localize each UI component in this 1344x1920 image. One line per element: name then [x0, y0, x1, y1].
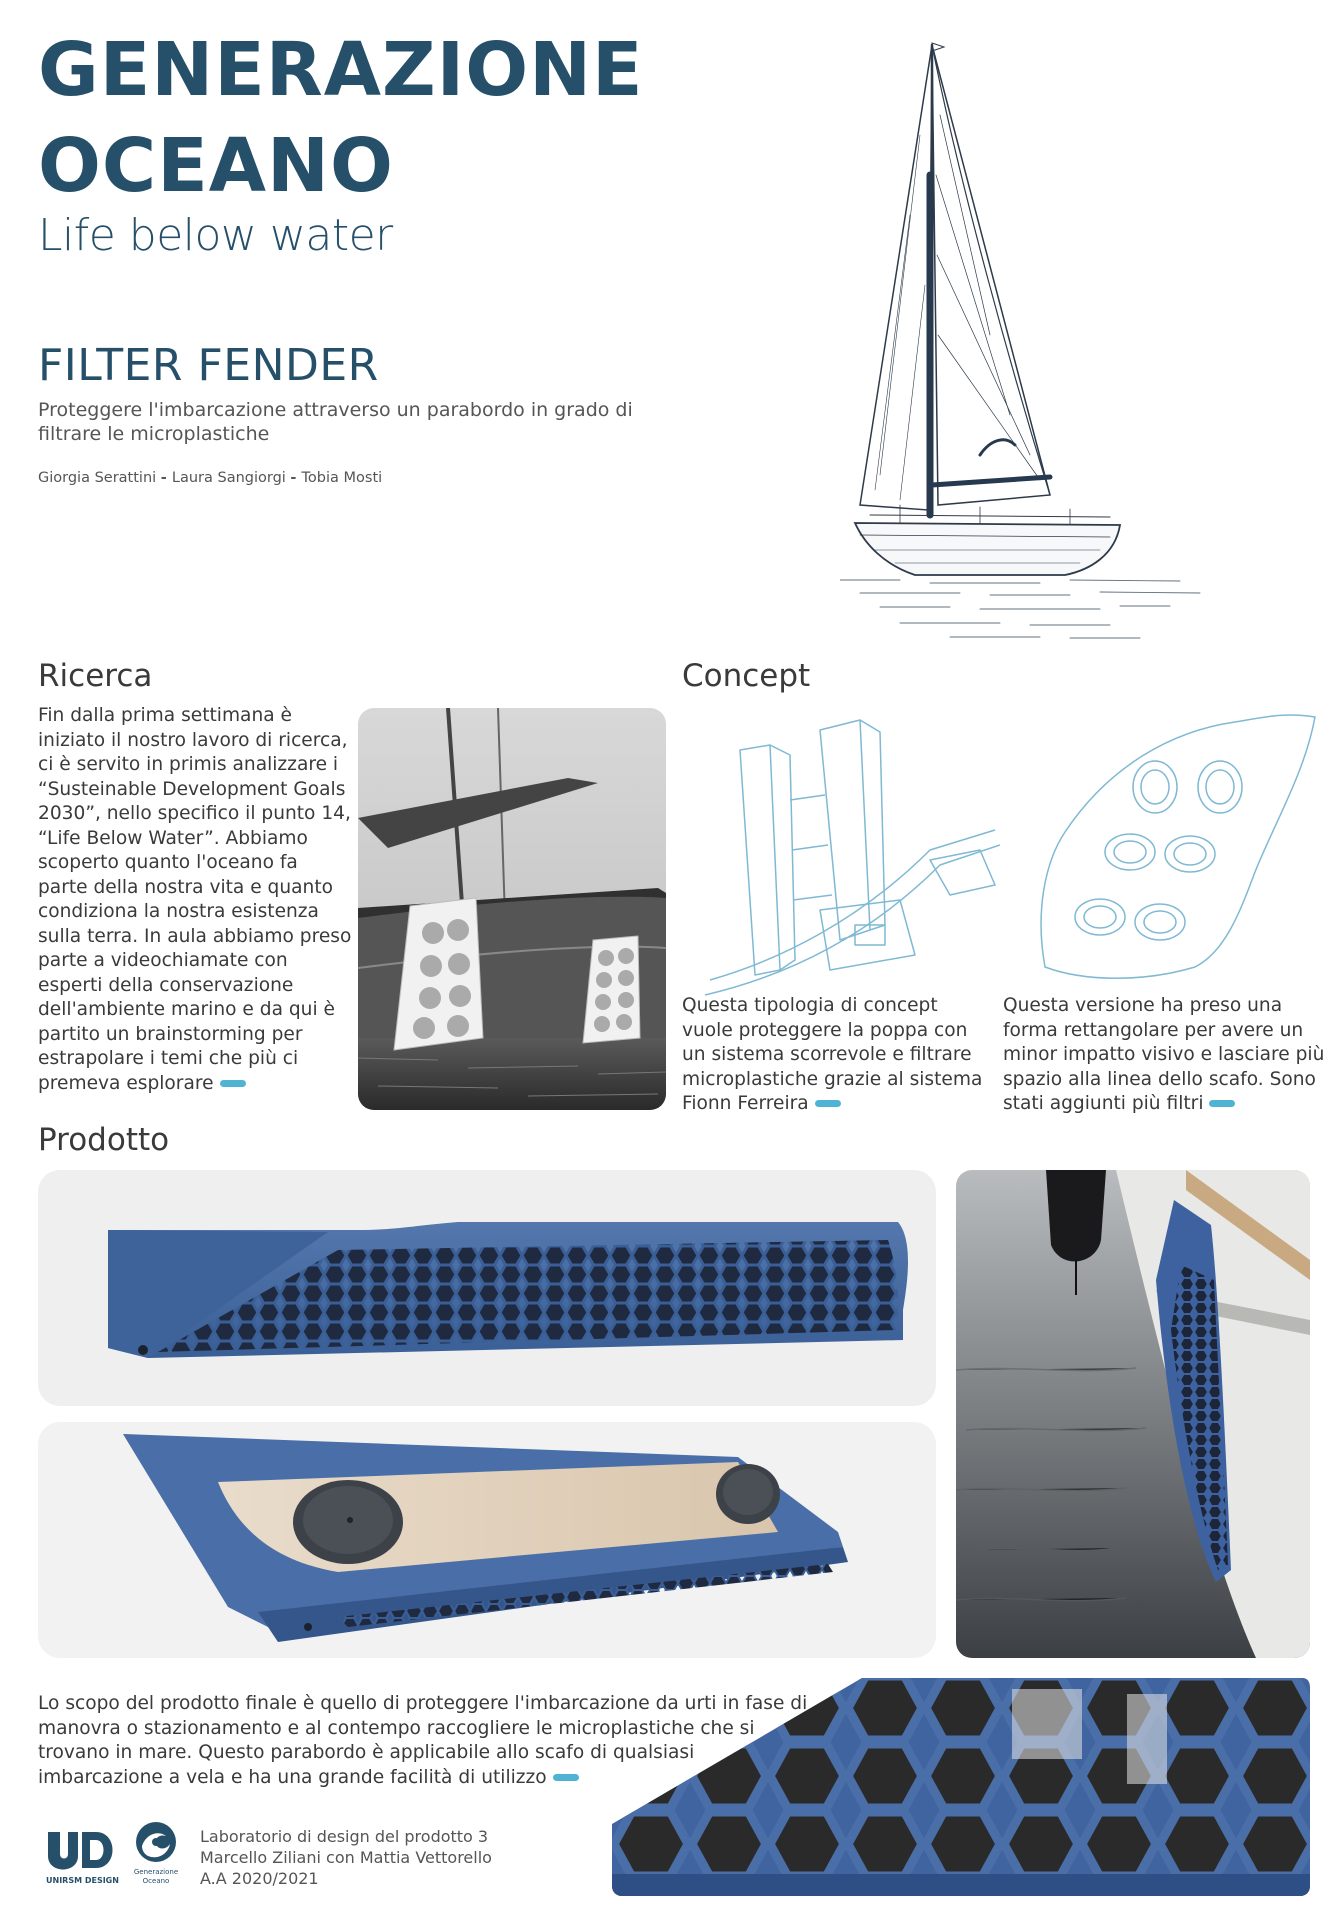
unirsm-design-logo — [46, 1830, 119, 1886]
wave-logo-mark — [134, 1820, 178, 1864]
prodotto-text-body: Lo scopo del prodotto finale è quello di proteggere l'imbarcazione da urti in fase di manovra o stazionamento e al contempo raccogliere le microplastiche che si trovano in mare. Questo parabordo è applicabile allo scafo di qualsiasi imbarcazione a vela e ha una grande facilità di utilizzo — [38, 1693, 808, 1788]
product-render-top — [38, 1422, 936, 1658]
concept-text-left — [682, 994, 987, 1117]
concept-text-right — [1003, 994, 1328, 1117]
concept-text-left-body: Questa tipologia di concept vuole proteggere la poppa con un sistema scorrevole e filtrare microplastiche grazie al sistema Fionn Ferreira — [682, 995, 983, 1114]
concept-text-right-body: Questa versione ha preso una forma rettangolare per avere un minor impatto visivo e lasciare più spazio alla linea dello scafo. Sono stati aggiunti più filtri — [1003, 995, 1325, 1114]
poster-title — [38, 22, 678, 214]
dash-accent — [220, 1080, 246, 1087]
go-logo-label-1: Generazione — [133, 1868, 179, 1876]
author-3: Tobia Mosti — [301, 470, 383, 486]
go-logo-label-2: Oceano — [142, 1877, 170, 1885]
title-line-2: OCEANO — [38, 123, 394, 209]
generazione-oceano-logo — [128, 1820, 184, 1896]
product-render-side — [38, 1170, 936, 1406]
title-line-1: GENERAZIONE — [38, 27, 644, 113]
product-detail-closeup — [612, 1674, 1310, 1896]
project-title: FILTER FENDER — [38, 340, 379, 391]
author-separator-1: - — [160, 470, 167, 486]
author-separator-2: - — [290, 470, 297, 486]
author-2: Laura Sangiorgi — [171, 470, 286, 486]
footer-year: A.A 2020/2021 — [200, 1869, 319, 1888]
ricerca-text-body: Fin dalla prima settimana è iniziato il nostro lavoro di ricerca, ci è servito in primis analizzare i “Susteinable Development Goals 2030”, nello specifico il punto 14, “Life Below Water”. Abbiamo scoperto quanto l'oceano fa parte della nostra vita e quanto condiziona la nostra esistenza sulla terra. In aula abbiamo preso parte a videochiamate con esperti della conservazione dell'ambiente marino e da qui è partito un brainstorming per estrapolare i temi che più ci premeva esplorare — [38, 705, 352, 1094]
dash-accent — [1209, 1100, 1235, 1107]
sailboat-sketch — [840, 35, 1220, 645]
authors-line — [38, 470, 382, 486]
ud-logo-label: UNIRSM DESIGN — [46, 1876, 119, 1885]
footer-teachers: Marcello Ziliani con Mattia Vettorello — [200, 1848, 492, 1867]
concept-heading: Concept — [682, 658, 811, 694]
concept-sketch-stern — [700, 710, 1000, 1000]
poster-subtitle: Life below water — [38, 210, 393, 261]
product-photo-on-boat — [956, 1170, 1310, 1658]
dash-accent — [553, 1774, 579, 1781]
concept-sketch-panel — [1025, 712, 1325, 992]
ud-logo-mark — [46, 1830, 114, 1870]
prodotto-heading: Prodotto — [38, 1122, 170, 1158]
author-1: Giorgia Serattini — [38, 470, 157, 486]
project-description: Proteggere l'imbarcazione attraverso un parabordo in grado di filtrare le microplastiche — [38, 399, 633, 445]
footer-course: Laboratorio di design del prodotto 3 — [200, 1827, 489, 1846]
ricerca-text — [38, 704, 353, 1096]
ricerca-heading: Ricerca — [38, 658, 153, 694]
ricerca-photo — [358, 708, 666, 1110]
dash-accent — [815, 1100, 841, 1107]
footer-credits — [200, 1826, 600, 1889]
